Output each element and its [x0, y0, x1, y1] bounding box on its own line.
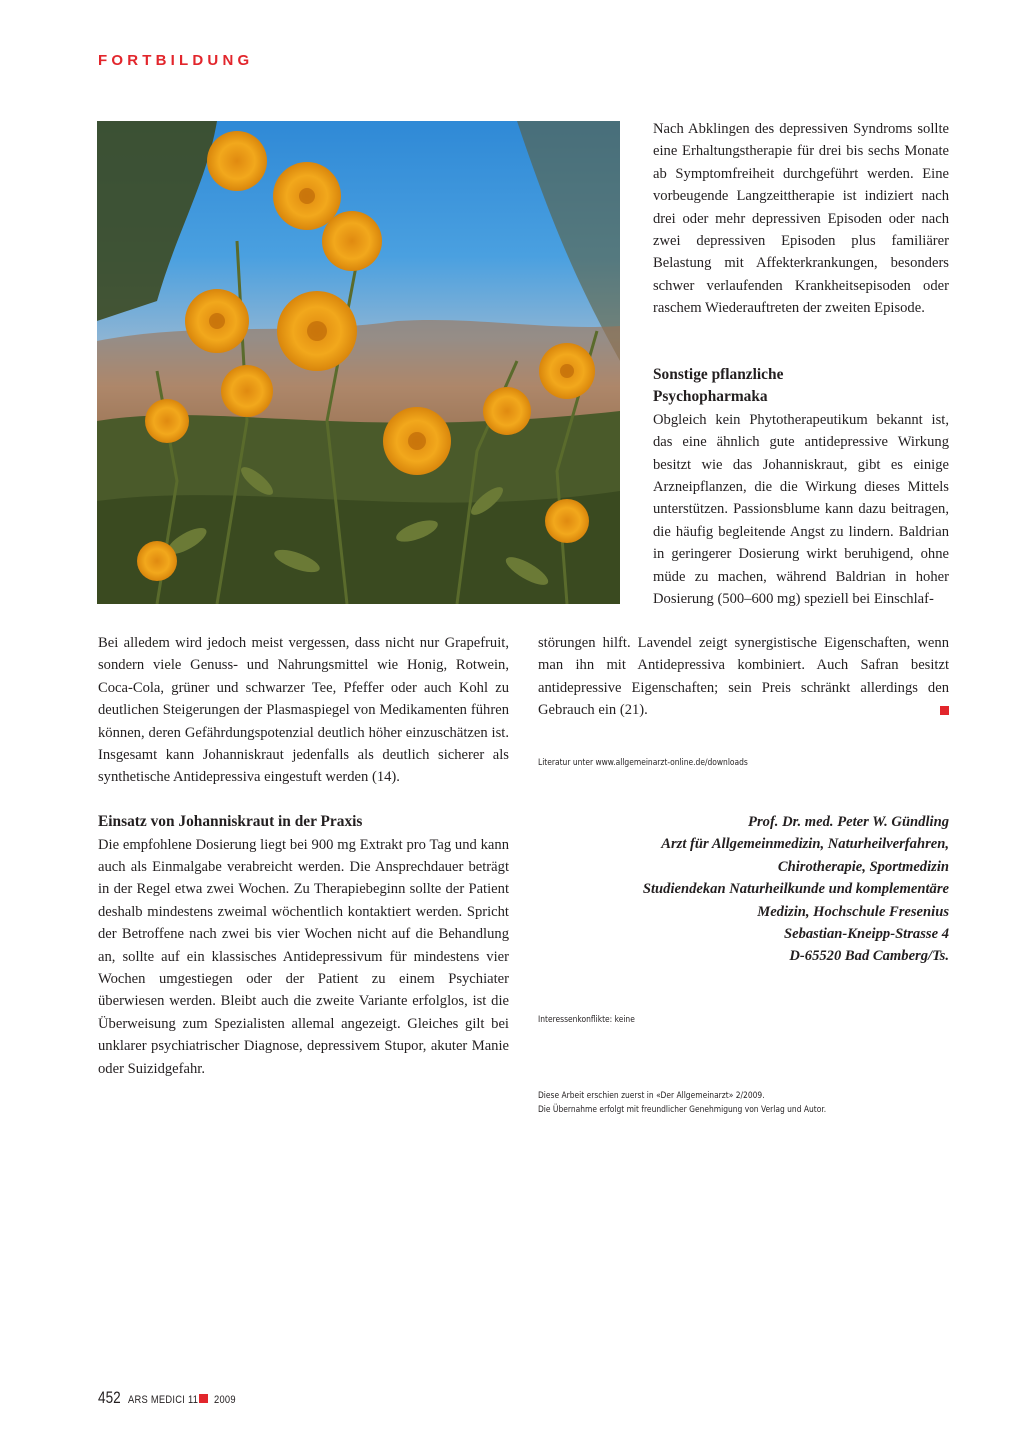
- heading-line-1: Sonstige pflanzliche: [653, 366, 784, 383]
- heading-line-2: Psychopharmaka: [653, 388, 768, 406]
- literature-note: Literatur unter www.allgemeinarzt-online.de/downloads: [538, 757, 748, 768]
- author-line-5: Medizin, Hochschule Fresenius: [757, 903, 949, 920]
- author-name: Prof. Dr. med. Peter W. Gündling: [748, 814, 949, 830]
- section-label: FORTBILDUNG: [98, 52, 254, 69]
- source-line-2: Die Übernahme erfolgt mit freundlicher Genehmigung von Verlag und Autor.: [538, 1104, 827, 1115]
- right-top-paragraph: Nach Abklingen des depressiven Syndroms sollte eine Erhaltungstherapie für drei bis sechs Monate ab Symptomfreiheit durchgeführt werden. Eine vorbeugende Langzeittherapie ist indiziert nach drei oder mehr depressiven Episoden oder nach zwei depressiven Episoden plus familiärer Belastung mit Affekterkrankungen, besonders schwer verlaufenden Krankheitsepisoden oder raschem Wiederauftreten der zweiten Episode.: [653, 121, 949, 317]
- journal-name: ARS MEDICI 11: [128, 1394, 199, 1406]
- left-paragraph-1: Bei alledem wird jedoch meist vergessen, dass nicht nur Grapefruit, sondern viele Genuss- und Nahrungsmittel wie Honig, Rotwein, Coca-Cola, grüner und schwarzer Tee, Pfeffer oder auch Kohl zu deutlichen Steigerungen der Plasmaspiegel von Medikamenten führen können, deren Gefährdungspotenzial deutlich höher einzuschätzen ist. Insgesamt kann Johanniskraut jedenfalls als deutlich sicherer als synthetische Antidepressiva eingestuft werden (14).: [98, 635, 509, 786]
- section-heading-practice: Einsatz von Johanniskraut in der Praxis: [98, 813, 363, 831]
- journal-year: 2009: [213, 1394, 236, 1406]
- source-line-1: Diese Arbeit erschien zuerst in «Der Allgemeinarzt» 2/2009.: [538, 1090, 765, 1101]
- flower-photo: [97, 121, 620, 604]
- left-paragraph-2: Die empfohlene Dosierung liegt bei 900 mg Extrakt pro Tag und kann auch als Einmalgabe verabreicht werden. Die Ansprechdauer beträgt in der Regel etwa zwei Wochen. Zu Therapiebeginn sollte der Patient deshalb mindestens zweimal wöchentlich kontaktiert werden. Spricht der Betroffene nach zwei bis vier Wochen nicht auf die Behandlung an, sollte auf ein klassisches Antidepressivum für mindestens vier Wochen umgestiegen oder der Patient zu einem Psychiater überwiesen werden. Bleibt auch die zweite Variante erfolglos, ist die Überweisung zum Spezialisten allemal angezeigt. Gleiches gilt bei unklarer psychiatrischer Diagnose, depressivem Stupor, akuter Manie oder Suizidgefahr.: [98, 836, 509, 1077]
- right-mid-paragraph: Obgleich kein Phytotherapeutikum bekannt ist, das eine ähnlich gute antidepressive Wirkung besitzt wie das Johanniskraut, gibt es einige Arzneipflanzen, die die Wirkung dieses Mittels unterstützen. Passionsblume kann dazu beitragen, die häufig begleitende Angst zu lindern. Baldrian in geringerer Dosierung wirkt beruhigend, ohne müde zu machen, während Baldrian in hoher Dosierung (500–600 mg) speziell bei Einschlaf-: [653, 411, 949, 608]
- page-footer: [98, 1388, 240, 1408]
- author-line-7: D-65520 Bad Camberg/Ts.: [789, 948, 949, 965]
- right-mid-section: [653, 364, 949, 610]
- right-continuation-text: störungen hilft. Lavendel zeigt synergistische Eigenschaften, wenn man ihn mit Antidepressiva kombiniert. Auch Safran besitzt antidepressive Eigenschaften; sein Preis schränkt allerdings den Gebrauch ein (21).: [538, 635, 949, 719]
- page-number: 452: [98, 1388, 121, 1407]
- right-continuation: [538, 632, 949, 722]
- author-line-4: Studiendekan Naturheilkunde und komplementäre: [642, 881, 949, 898]
- author-line-2: Arzt für Allgemeinmedizin, Naturheilverfahren,: [661, 836, 949, 853]
- author-line-6: Sebastian-Kneipp-Strasse 4: [783, 926, 949, 943]
- source-note: [538, 1089, 826, 1117]
- author-line-3: Chirotherapie, Sportmedizin: [777, 858, 949, 875]
- author-block: [540, 811, 949, 968]
- section-heading-herbal: [653, 364, 949, 409]
- conflicts-note: Interessenkonflikte: keine: [538, 1014, 635, 1025]
- footer-square-icon: [199, 1394, 208, 1403]
- left-column: [98, 632, 509, 1080]
- end-of-article-mark: [940, 706, 949, 715]
